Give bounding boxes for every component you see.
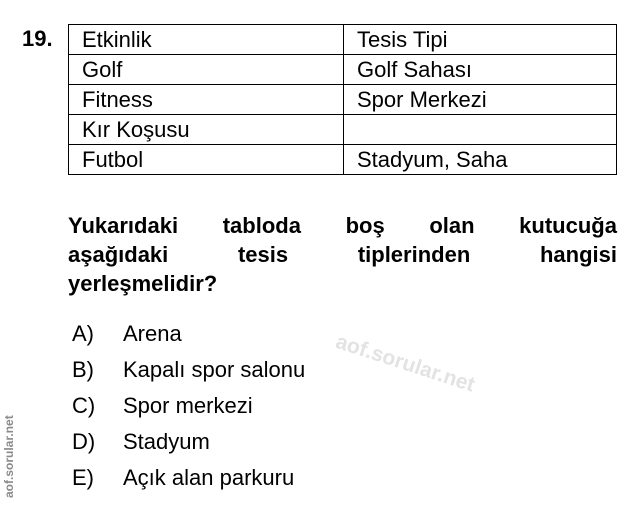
table-row [69, 115, 617, 145]
prompt-word: hangisi [539, 242, 617, 267]
prompt-word: yerleşmelidir? [68, 271, 218, 296]
table-cell: Spor Merkezi [344, 85, 617, 115]
table-row [69, 85, 617, 115]
table-header-row [69, 25, 617, 55]
table-cell: Stadyum, Saha [344, 145, 617, 175]
table-cell-empty [344, 115, 617, 145]
option-letter: C) [72, 393, 96, 418]
option-text: Açık alan parkuru [123, 465, 295, 490]
question-number: 19. [22, 26, 53, 51]
table-cell: Kır Koşusu [69, 115, 344, 145]
table-row [69, 145, 617, 175]
table-header-cell: Tesis Tipi [344, 25, 617, 55]
prompt-line [68, 269, 617, 298]
question-prompt [68, 211, 617, 298]
prompt-line [68, 240, 617, 269]
prompt-word: aşağıdaki [68, 242, 169, 267]
prompt-word: tiplerinden [357, 242, 471, 267]
table-row [69, 55, 617, 85]
prompt-word: kutucuğa [519, 213, 617, 238]
option-letter: B) [72, 357, 94, 382]
prompt-word: tabloda [222, 213, 301, 238]
option-letter: A) [72, 321, 94, 346]
option-text: Kapalı spor salonu [123, 357, 306, 382]
prompt-word: olan [429, 213, 475, 238]
option-text: Stadyum [123, 429, 210, 454]
table-header-cell: Etkinlik [69, 25, 344, 55]
prompt-word: boş [345, 213, 385, 238]
option-text: Arena [123, 321, 182, 346]
facility-table [68, 24, 617, 175]
prompt-line [68, 211, 617, 240]
table-cell: Fitness [69, 85, 344, 115]
option-text: Spor merkezi [123, 393, 253, 418]
prompt-word: tesis [237, 242, 289, 267]
watermark-center: aof.sorular.net [332, 330, 478, 397]
table-cell: Futbol [69, 145, 344, 175]
table-cell: Golf Sahası [344, 55, 617, 85]
watermark-side: aof.sorular.net [2, 415, 16, 498]
option-letter: E) [72, 465, 94, 490]
prompt-word: Yukarıdaki [68, 213, 179, 238]
table-cell: Golf [69, 55, 344, 85]
option-letter: D) [72, 429, 96, 454]
